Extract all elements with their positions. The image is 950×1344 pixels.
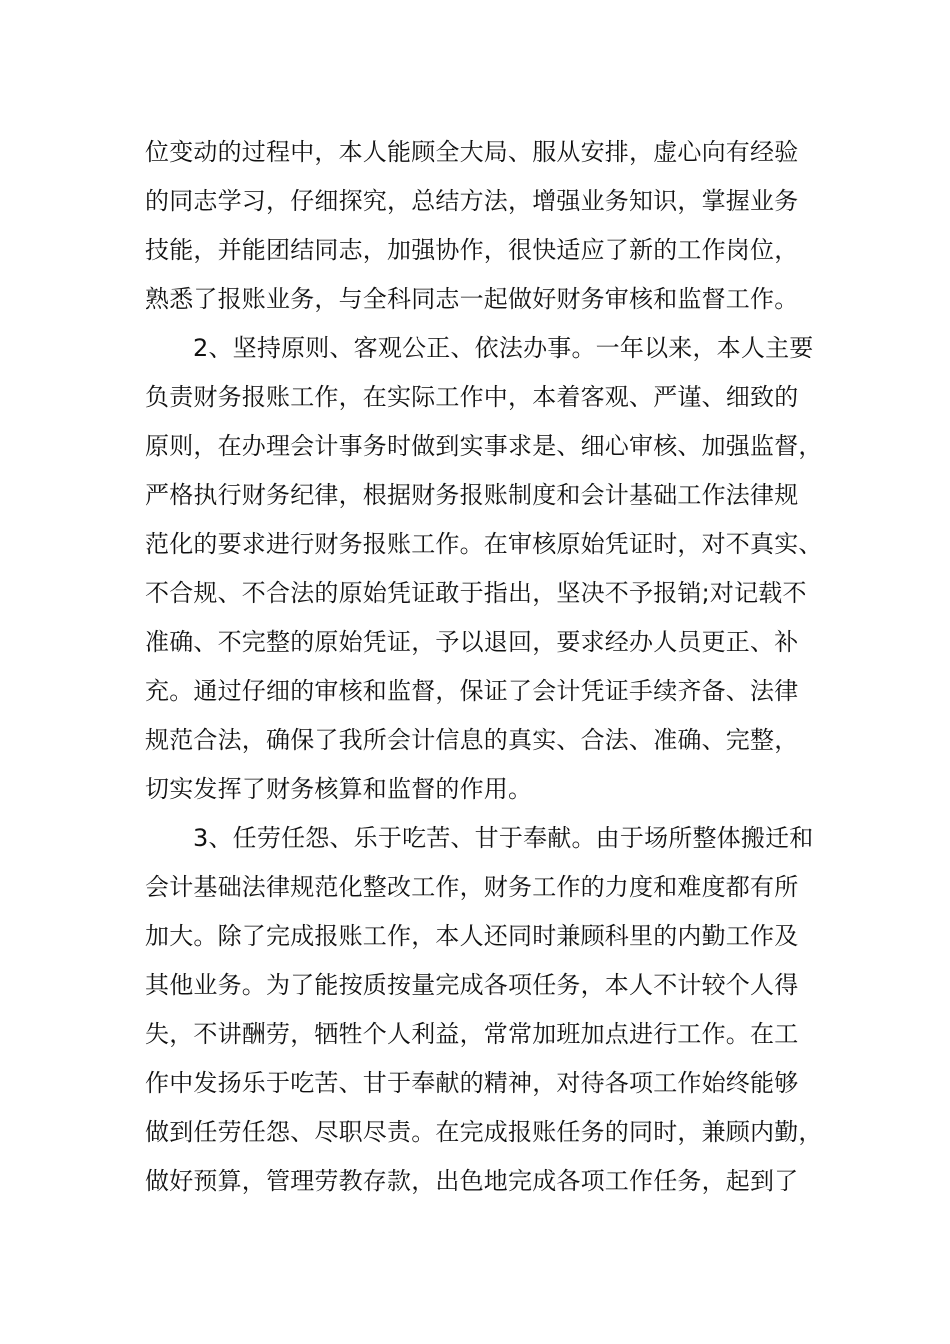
- text-line: 负责财务报账工作，在实际工作中，本着客观、严谨、细致的: [145, 383, 799, 411]
- text-line: 做到任劳任怨、尽职尽责。在完成报账任务的同时，兼顾内勤，: [145, 1118, 823, 1146]
- text-line: 熟悉了报账业务，与全科同志一起做好财务审核和监督工作。: [145, 285, 799, 313]
- text-line: 作中发扬乐于吃苦、甘于奉献的精神，对待各项工作始终能够: [145, 1069, 799, 1097]
- text-line: 充。通过仔细的审核和监督，保证了会计凭证手续齐备、法律: [145, 677, 799, 705]
- paragraph-3-first-line: 3、任劳任怨、乐于吃苦、甘于奉献。由于场所整体搬迁和: [193, 824, 814, 852]
- text-line: 不合规、不合法的原始凭证敢于指出，坚决不予报销;对记载不: [145, 579, 807, 607]
- text-line: 规范合法，确保了我所会计信息的真实、合法、准确、完整，: [145, 726, 799, 754]
- text-line: 严格执行财务纪律，根据财务报账制度和会计基础工作法律规: [145, 481, 799, 509]
- text-line: 准确、不完整的原始凭证，予以退回，要求经办人员更正、补: [145, 628, 799, 656]
- text-line: 范化的要求进行财务报账工作。在审核原始凭证时，对不真实、: [145, 530, 823, 558]
- text-line: 会计基础法律规范化整改工作，财务工作的力度和难度都有所: [145, 873, 799, 901]
- text-line: 的同志学习，仔细探究，总结方法，增强业务知识，掌握业务: [145, 187, 799, 215]
- text-line: 加大。除了完成报账工作，本人还同时兼顾科里的内勤工作及: [145, 922, 799, 950]
- paragraph-2-first-line: 2、坚持原则、客观公正、依法办事。一年以来，本人主要: [193, 334, 814, 362]
- text-line: 其他业务。为了能按质按量完成各项任务，本人不计较个人得: [145, 971, 799, 999]
- text-line: 技能，并能团结同志，加强协作，很快适应了新的工作岗位，: [145, 236, 799, 264]
- text-line: 位变动的过程中，本人能顾全大局、服从安排，虚心向有经验: [145, 138, 799, 166]
- text-line: 原则，在办理会计事务时做到实事求是、细心审核、加强监督，: [145, 432, 823, 460]
- text-line: 做好预算，管理劳教存款，出色地完成各项工作任务，起到了: [145, 1167, 799, 1195]
- text-line: 失，不讲酬劳，牺牲个人利益，常常加班加点进行工作。在工: [145, 1020, 799, 1048]
- text-line: 切实发挥了财务核算和监督的作用。: [145, 775, 533, 803]
